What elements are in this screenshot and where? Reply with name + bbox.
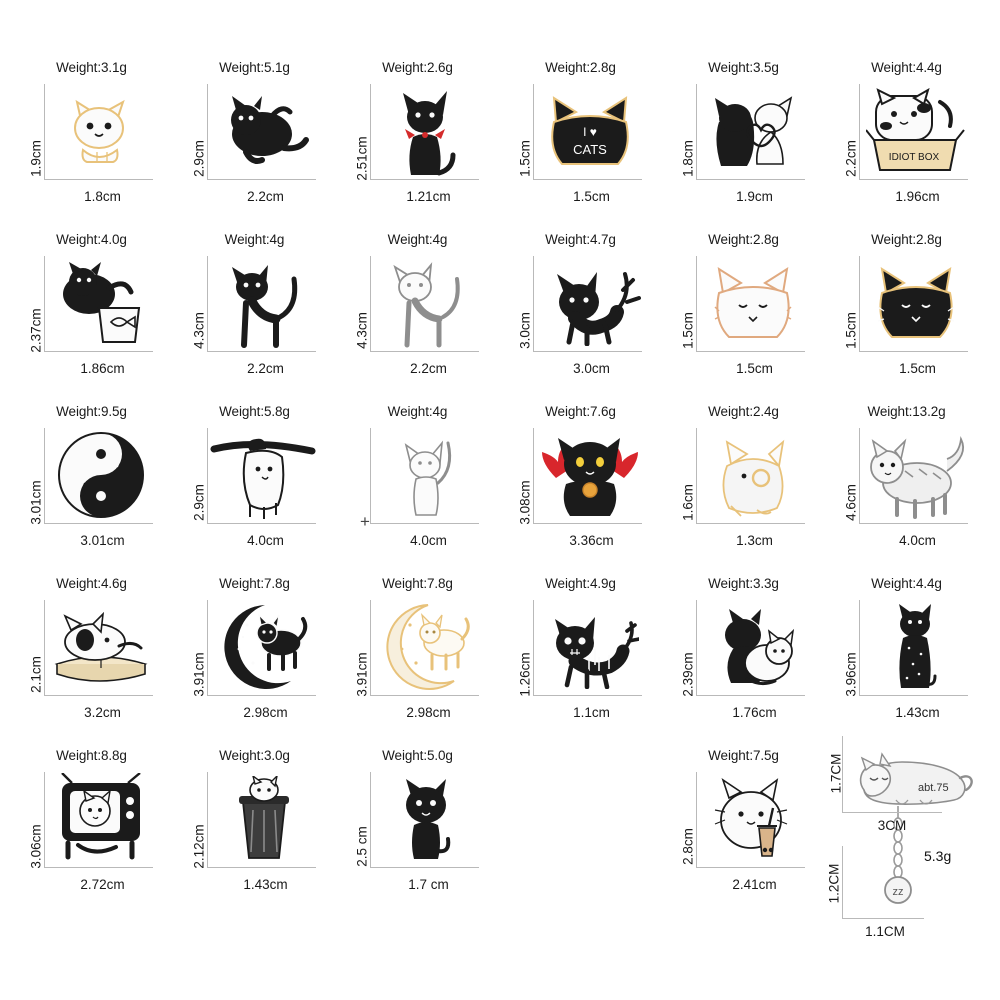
pin-cell-black-scared-cat (499, 218, 662, 390)
width-label: 1.86cm (80, 361, 125, 376)
height-measure-line (859, 256, 860, 352)
silver-tabby-cat-icon (855, 424, 976, 526)
height-measure-line (696, 84, 697, 180)
height-measure-line (859, 600, 860, 696)
width-measure-line (533, 695, 642, 696)
pin-cell-black-moon-cat (173, 562, 336, 734)
height-measure-line (44, 256, 45, 352)
black-cat-bowtie-icon (366, 80, 487, 182)
weight-label: Weight:2.6g (382, 60, 453, 75)
width-label: 1.8cm (84, 189, 121, 204)
width-label: 2.41cm (732, 877, 777, 892)
width-measure-line (859, 179, 968, 180)
height-measure-line (859, 428, 860, 524)
ghost-cat-white-icon (692, 424, 813, 526)
height-label: 2.12cm (191, 824, 207, 869)
width-label: 3.36cm (569, 533, 614, 548)
white-cat-stretch-icon (366, 252, 487, 354)
pin-cell-skeleton-cat (499, 562, 662, 734)
height-label: 2.1cm (28, 656, 44, 693)
weight-label: Weight:7.6g (545, 404, 616, 419)
pin-cell-ghost-cat-white (662, 390, 825, 562)
pin-cell-silver-tabby-cat (825, 390, 988, 562)
height-measure-line (533, 256, 534, 352)
weight-label: Weight:4.6g (56, 576, 127, 591)
weight-label: Weight:3.0g (219, 748, 290, 763)
width-label: 4.0cm (410, 533, 447, 548)
height-measure-line (370, 600, 371, 696)
height-measure-line (696, 600, 697, 696)
weight-label: Weight:4.4g (871, 576, 942, 591)
width-label: 2.2cm (410, 361, 447, 376)
height-measure-line (696, 256, 697, 352)
height-label: 2.5 cm (354, 826, 370, 867)
width-label: 1.5cm (736, 361, 773, 376)
starry-cat-tall-icon (855, 596, 976, 698)
width-measure-line (207, 351, 316, 352)
i-love-cats-head-icon (529, 80, 650, 182)
height-measure-line (370, 772, 371, 868)
black-cat-stretch-icon (203, 252, 324, 354)
height-measure-line (533, 428, 534, 524)
white-cat-sitting-icon (40, 80, 161, 182)
black-cat-rolling-icon (203, 80, 324, 182)
width-measure-line (44, 351, 153, 352)
black-scared-cat-icon (529, 252, 650, 354)
special-height-bottom-label: 1.2CM (826, 863, 842, 904)
width-measure-line (696, 695, 805, 696)
special-height-line-bottom (842, 846, 843, 918)
width-measure-line (370, 351, 479, 352)
height-measure-line (533, 84, 534, 180)
height-label: 3.08cm (517, 480, 533, 525)
height-measure-line (533, 600, 534, 696)
width-measure-line (533, 351, 642, 352)
width-label: 1.96cm (895, 189, 940, 204)
weight-label: Weight:2.8g (545, 60, 616, 75)
width-measure-line (44, 523, 153, 524)
width-measure-line (696, 351, 805, 352)
width-measure-line (370, 523, 479, 524)
height-label: 2.37cm (28, 308, 44, 353)
weight-label: Weight:13.2g (867, 404, 946, 419)
height-label: 1.9cm (28, 140, 44, 177)
pin-cell-cat-in-trash-can (173, 734, 336, 906)
height-label: 1.5cm (843, 312, 859, 349)
pin-cell-black-cat-bowtie (336, 46, 499, 218)
black-cat-fish-bag-icon (40, 252, 161, 354)
weight-label: Weight:4.0g (56, 232, 127, 247)
pin-cell-black-white-cats-pair (662, 562, 825, 734)
pin-cell-cat-reading-book (10, 562, 173, 734)
plus-tick-icon: + (360, 512, 370, 531)
width-measure-line (370, 867, 479, 868)
pin-cell-cat-hanging-branch (173, 390, 336, 562)
width-measure-line (533, 523, 642, 524)
white-cat-long-tail-icon (366, 424, 487, 526)
cat-reading-book-icon (40, 596, 161, 698)
pin-cell-cat-in-idiot-box (825, 46, 988, 218)
weight-label: Weight:7.5g (708, 748, 779, 763)
weight-label: Weight:4.9g (545, 576, 616, 591)
width-measure-line (370, 695, 479, 696)
height-label: 2.39cm (680, 652, 696, 697)
height-measure-line (370, 256, 371, 352)
pin-cell-black-cat-fish-bag (10, 218, 173, 390)
yin-yang-cats-icon (40, 424, 161, 526)
width-label: 1.76cm (732, 705, 777, 720)
height-measure-line (44, 600, 45, 696)
height-label: 3.96cm (843, 652, 859, 697)
pin-cell-devil-cat-wings (499, 390, 662, 562)
width-measure-line (207, 523, 316, 524)
black-kitten-standing-icon (366, 768, 487, 870)
pin-cell-white-cat-stretch (336, 218, 499, 390)
weight-label: Weight:7.8g (219, 576, 290, 591)
height-label: 3.91cm (191, 652, 207, 697)
pin-cell-two-cats-heart (662, 46, 825, 218)
weight-label: Weight:9.5g (56, 404, 127, 419)
weight-label: Weight:2.4g (708, 404, 779, 419)
pin-cell-black-kitten-standing (336, 734, 499, 906)
height-measure-line (207, 428, 208, 524)
height-label: 1.6cm (680, 484, 696, 521)
height-label: 4.3cm (191, 312, 207, 349)
weight-label: Weight:4g (387, 404, 448, 419)
width-label: 2.98cm (243, 705, 288, 720)
width-measure-line (859, 523, 968, 524)
width-label: 1.5cm (573, 189, 610, 204)
width-label: 1.43cm (895, 705, 940, 720)
weight-label: Weight:3.5g (708, 60, 779, 75)
width-label: 1.43cm (243, 877, 288, 892)
width-measure-line (44, 695, 153, 696)
pin-cell-white-cat-face (662, 218, 825, 390)
special-pin-cell (806, 726, 1000, 956)
width-label: 4.0cm (247, 533, 284, 548)
height-label: 3.0cm (517, 312, 533, 349)
weight-label: Weight:5.1g (219, 60, 290, 75)
height-label: 2.51cm (354, 136, 370, 181)
weight-label: Weight:8.8g (56, 748, 127, 763)
weight-label: Weight:3.3g (708, 576, 779, 591)
height-label: 2.9cm (191, 484, 207, 521)
width-measure-line (207, 179, 316, 180)
weight-label: Weight:5.8g (219, 404, 290, 419)
skeleton-cat-icon (529, 596, 650, 698)
height-label: 3.91cm (354, 652, 370, 697)
width-measure-line (696, 179, 805, 180)
weight-label: Weight:4.4g (871, 60, 942, 75)
height-measure-line (370, 84, 371, 180)
weight-label: Weight:5.0g (382, 748, 453, 763)
width-label: 4.0cm (899, 533, 936, 548)
special-width-bottom-label: 1.1CM (865, 924, 905, 939)
pin-cell-cat-bubble-tea (662, 734, 825, 906)
width-label: 3.0cm (573, 361, 610, 376)
height-label: 4.3cm (354, 312, 370, 349)
white-cat-face-icon (692, 252, 813, 354)
height-measure-line (207, 84, 208, 180)
weight-label: Weight:4.7g (545, 232, 616, 247)
width-measure-line (44, 179, 153, 180)
special-width-line-top (842, 812, 942, 813)
width-measure-line (696, 523, 805, 524)
height-measure-line (859, 84, 860, 180)
height-label: 1.5cm (680, 312, 696, 349)
width-label: 2.2cm (247, 189, 284, 204)
black-moon-cat-icon (203, 596, 324, 698)
width-label: 1.1cm (573, 705, 610, 720)
width-label: 1.9cm (736, 189, 773, 204)
width-label: 2.72cm (80, 877, 125, 892)
width-measure-line (207, 867, 316, 868)
weight-label: Weight:3.1g (56, 60, 127, 75)
height-label: 3.01cm (28, 480, 44, 525)
special-small-text: abt.75 (918, 782, 949, 794)
special-width-top-label: 3CM (877, 818, 907, 833)
height-measure-line (207, 772, 208, 868)
width-measure-line (696, 867, 805, 868)
pin-cell-white-cat-sitting (10, 46, 173, 218)
height-label: 1.5cm (517, 140, 533, 177)
width-label: 1.3cm (736, 533, 773, 548)
height-label: 2.2cm (843, 140, 859, 177)
cat-in-trash-can-icon (203, 768, 324, 870)
height-measure-line (44, 772, 45, 868)
weight-label: Weight:4g (224, 232, 285, 247)
weight-label: Weight:2.8g (871, 232, 942, 247)
width-label: 3.2cm (84, 705, 121, 720)
height-measure-line (370, 428, 371, 524)
height-label: 3.06cm (28, 824, 44, 869)
pin-cell-black-cat-rolling (173, 46, 336, 218)
cat-hanging-branch-icon (203, 424, 324, 526)
black-white-cats-pair-icon (692, 596, 813, 698)
pin-cell-i-love-cats-head (499, 46, 662, 218)
special-width-line-bottom (842, 918, 924, 919)
height-measure-line (696, 772, 697, 868)
height-measure-line (44, 428, 45, 524)
weight-label: Weight:2.8g (708, 232, 779, 247)
weight-label: Weight:4g (387, 232, 448, 247)
weight-label: Weight:7.8g (382, 576, 453, 591)
cat-bubble-tea-icon (692, 768, 813, 870)
width-label: 1.21cm (406, 189, 451, 204)
width-label: 3.01cm (80, 533, 125, 548)
width-measure-line (859, 351, 968, 352)
width-label: 2.98cm (406, 705, 451, 720)
width-measure-line (44, 867, 153, 868)
pin-cell-yin-yang-cats (10, 390, 173, 562)
gold-moon-cat-icon (366, 596, 487, 698)
svg-text:zz: zz (892, 886, 904, 898)
svg-text:IDIOT BOX: IDIOT BOX (888, 152, 939, 163)
pin-cell-cat-tv-set (10, 734, 173, 906)
width-measure-line (370, 179, 479, 180)
devil-cat-wings-icon (529, 424, 650, 526)
svg-text:CATS: CATS (572, 142, 607, 157)
width-label: 1.5cm (899, 361, 936, 376)
height-measure-line (207, 600, 208, 696)
height-label: 4.6cm (843, 484, 859, 521)
svg-text:I ♥: I ♥ (582, 125, 597, 139)
width-label: 1.7 cm (408, 877, 449, 892)
two-cats-heart-icon (692, 80, 813, 182)
pin-cell-starry-cat-tall (825, 562, 988, 734)
height-measure-line (207, 256, 208, 352)
pin-cell-black-cat-face (825, 218, 988, 390)
pin-cell-gold-moon-cat (336, 562, 499, 734)
pin-cell-black-cat-stretch (173, 218, 336, 390)
height-label: 2.8cm (680, 828, 696, 865)
height-label: 1.26cm (517, 652, 533, 697)
height-measure-line (696, 428, 697, 524)
pin-cell-white-cat-long-tail (336, 390, 499, 562)
cat-in-idiot-box-icon (855, 80, 976, 182)
black-cat-face-icon (855, 252, 976, 354)
special-weight-label: 5.3g (924, 848, 952, 864)
height-measure-line (44, 84, 45, 180)
height-label: 2.9cm (191, 140, 207, 177)
height-label: 1.8cm (680, 140, 696, 177)
width-label: 2.2cm (247, 361, 284, 376)
width-measure-line (859, 695, 968, 696)
pin-cell-empty (499, 734, 662, 906)
special-height-top-label: 1.7CM (828, 753, 844, 794)
width-measure-line (533, 179, 642, 180)
sleeping-cat-with-zz-chain-icon (836, 732, 976, 937)
width-measure-line (207, 695, 316, 696)
cat-tv-set-icon (40, 768, 161, 870)
